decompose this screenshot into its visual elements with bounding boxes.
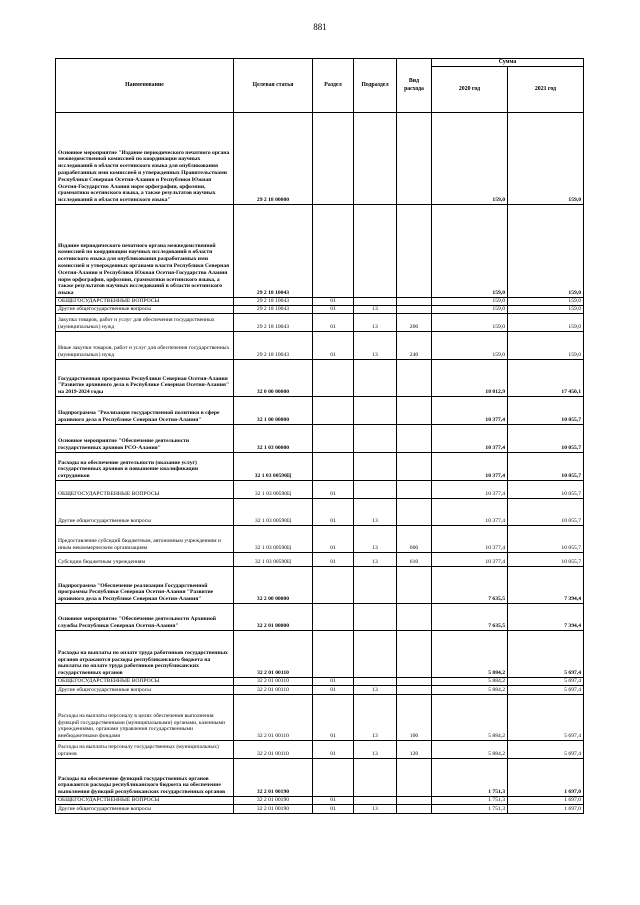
cell-target-article: 32 2 01 00110 <box>234 741 313 759</box>
cell-target-article: 32 1 00 00000 <box>234 397 313 425</box>
table-row <box>56 741 584 759</box>
cell-section: 01 <box>313 686 354 695</box>
budget-table <box>55 58 584 814</box>
cell-subsection: 13 <box>354 306 397 314</box>
cell-target-article: 32 2 01 00190 <box>234 759 313 797</box>
cell-expense-type: 120 <box>397 741 432 759</box>
table-row <box>56 306 584 314</box>
cell-section: 01 <box>313 481 354 499</box>
cell-2021: 7 394,4 <box>508 567 584 604</box>
cell-2020: 159,0 <box>432 314 508 332</box>
cell-subsection: 13 <box>354 314 397 332</box>
cell-2021: 10 055,7 <box>508 553 584 567</box>
cell-section: 01 <box>313 314 354 332</box>
cell-section <box>313 397 354 425</box>
cell-2021: 17 450,1 <box>508 360 584 397</box>
cell-name: ОБЩЕГОСУДАРСТВЕННЫЕ ВОПРОСЫ <box>56 678 234 686</box>
cell-name: Основное мероприятие "Обеспечение деятельности государственных архивов РСО-Алания" <box>56 425 234 453</box>
table-row <box>56 604 584 631</box>
table-row <box>56 695 584 741</box>
cell-2020: 10 377,4 <box>432 481 508 499</box>
header-sum: Сумма <box>432 59 584 67</box>
header-expense-type: Вид расхода <box>397 59 432 113</box>
cell-section <box>313 205 354 298</box>
cell-target-article: 29 2 18 10043 <box>234 306 313 314</box>
cell-expense-type <box>397 113 432 205</box>
cell-2021: 159,0 <box>508 205 584 298</box>
cell-subsection <box>354 205 397 298</box>
cell-subsection: 13 <box>354 526 397 553</box>
cell-2020: 159,0 <box>432 113 508 205</box>
cell-expense-type <box>397 805 432 814</box>
cell-2021: 10 055,7 <box>508 453 584 481</box>
cell-section: 01 <box>313 695 354 741</box>
table-row <box>56 314 584 332</box>
cell-section: 01 <box>313 678 354 686</box>
cell-subsection <box>354 453 397 481</box>
cell-2020: 10 377,4 <box>432 499 508 526</box>
cell-2020: 10 377,4 <box>432 553 508 567</box>
table-row <box>56 397 584 425</box>
cell-subsection: 13 <box>354 741 397 759</box>
cell-name: Другие общегосударственные вопросы <box>56 499 234 526</box>
cell-2020: 5 884,2 <box>432 631 508 678</box>
cell-2020: 5 884,2 <box>432 678 508 686</box>
cell-target-article: 32 1 03 00000 <box>234 425 313 453</box>
cell-subsection <box>354 797 397 805</box>
cell-2020: 159,0 <box>432 306 508 314</box>
cell-subsection <box>354 604 397 631</box>
cell-subsection <box>354 360 397 397</box>
cell-target-article: 29 2 18 10043 <box>234 205 313 298</box>
cell-2021: 10 055,7 <box>508 526 584 553</box>
cell-2020: 10 377,4 <box>432 425 508 453</box>
cell-name: ОБЩЕГОСУДАРСТВЕННЫЕ ВОПРОСЫ <box>56 298 234 306</box>
table-row <box>56 553 584 567</box>
cell-subsection <box>354 425 397 453</box>
table-row <box>56 526 584 553</box>
cell-target-article: 32 1 03 00590Ц <box>234 553 313 567</box>
cell-target-article: 32 2 01 00110 <box>234 631 313 678</box>
cell-target-article: 32 1 03 00590Ц <box>234 481 313 499</box>
cell-name: Другие общегосударственные вопросы <box>56 805 234 814</box>
cell-subsection: 13 <box>354 332 397 360</box>
cell-subsection: 13 <box>354 686 397 695</box>
table-row <box>56 113 584 205</box>
cell-target-article: 32 1 03 00590Ц <box>234 453 313 481</box>
cell-2021: 5 697,4 <box>508 695 584 741</box>
cell-expense-type <box>397 453 432 481</box>
cell-expense-type <box>397 298 432 306</box>
cell-target-article: 32 2 00 00000 <box>234 567 313 604</box>
cell-expense-type: 240 <box>397 332 432 360</box>
cell-name: Расходы на выплаты персоналу государственных (муниципальных) органов <box>56 741 234 759</box>
cell-2021: 5 697,4 <box>508 741 584 759</box>
cell-name: Другие общегосударственные вопросы <box>56 306 234 314</box>
cell-target-article: 32 2 01 00190 <box>234 805 313 814</box>
cell-2020: 159,0 <box>432 205 508 298</box>
cell-2021: 159,0 <box>508 113 584 205</box>
cell-2021: 159,0 <box>508 332 584 360</box>
cell-subsection <box>354 631 397 678</box>
cell-name: Расходы на выплаты по оплате труда работников государственных органов отражаются расходы республиканского бюджета на выплаты по оплате труда работников республиканских государственных органов <box>56 631 234 678</box>
table-row <box>56 797 584 805</box>
cell-expense-type: 600 <box>397 526 432 553</box>
cell-expense-type <box>397 306 432 314</box>
table-row <box>56 567 584 604</box>
header-subsection: Подраздел <box>354 59 397 113</box>
header-name: Наименование <box>56 59 234 113</box>
cell-2021: 159,0 <box>508 298 584 306</box>
cell-section: 01 <box>313 741 354 759</box>
cell-expense-type <box>397 425 432 453</box>
cell-2020: 7 635,5 <box>432 604 508 631</box>
cell-target-article: 29 2 18 10043 <box>234 332 313 360</box>
cell-2020: 159,0 <box>432 332 508 360</box>
cell-2020: 1 751,3 <box>432 797 508 805</box>
cell-2021: 10 055,7 <box>508 481 584 499</box>
cell-target-article: 32 2 01 00110 <box>234 686 313 695</box>
cell-2020: 18 012,9 <box>432 360 508 397</box>
cell-2021: 159,0 <box>508 314 584 332</box>
cell-name: Основное мероприятие "Обеспечение деятельности Архивной службы Республики Северная Осетия-Алания" <box>56 604 234 631</box>
cell-target-article: 32 2 01 00000 <box>234 604 313 631</box>
page-number: 881 <box>313 22 327 32</box>
cell-2021: 1 697,0 <box>508 759 584 797</box>
cell-subsection <box>354 113 397 205</box>
cell-target-article: 32 1 03 00590Ц <box>234 499 313 526</box>
cell-expense-type <box>397 567 432 604</box>
cell-2020: 7 635,5 <box>432 567 508 604</box>
cell-expense-type <box>397 631 432 678</box>
cell-2021: 5 697,4 <box>508 686 584 695</box>
cell-section <box>313 113 354 205</box>
header-target-article: Целевая статья <box>234 59 313 113</box>
header-2020: 2020 год <box>432 67 508 113</box>
cell-name: Расходы на выплаты персоналу в целях обеспечения выполнения функций государственными (муниципальными) органами, казенными учреждениями, органами управления государственными внебюджетными фондами <box>56 695 234 741</box>
cell-target-article: 29 2 18 00000 <box>234 113 313 205</box>
cell-target-article: 29 2 18 10043 <box>234 298 313 306</box>
cell-section <box>313 631 354 678</box>
cell-section <box>313 759 354 797</box>
cell-name: Другие общегосударственные вопросы <box>56 686 234 695</box>
cell-expense-type <box>397 360 432 397</box>
cell-section <box>313 360 354 397</box>
cell-subsection <box>354 298 397 306</box>
cell-2021: 159,0 <box>508 306 584 314</box>
cell-name: Издание периодического печатного органа межведомственной комиссией по координации научных исследований в области осетинского языка для опубликования разработанных ими комиссией и утвержденных органами власти Республики Северная Осетия-Алания и Республики Южная Осетия-Государство Алания норм орфографии, орфоэпии, грамматики осетинского языка, а также результатов научных исследований в области осетинского языка <box>56 205 234 298</box>
cell-name: Подпрограмма "Обеспечение реализации Государственной программы Республики Северная Осетия-Алания "Развитие архивного дела в Республике Северная Осетия-Алания" <box>56 567 234 604</box>
cell-section <box>313 453 354 481</box>
cell-2020: 5 884,2 <box>432 695 508 741</box>
cell-2020: 159,0 <box>432 298 508 306</box>
cell-section: 01 <box>313 332 354 360</box>
cell-expense-type: 100 <box>397 695 432 741</box>
cell-2020: 10 377,4 <box>432 453 508 481</box>
cell-expense-type <box>397 759 432 797</box>
cell-name: Субсидии бюджетным учреждениям <box>56 553 234 567</box>
table-row <box>56 805 584 814</box>
cell-expense-type: 200 <box>397 314 432 332</box>
cell-section <box>313 425 354 453</box>
header-section: Раздел <box>313 59 354 113</box>
cell-2020: 10 377,4 <box>432 526 508 553</box>
cell-expense-type <box>397 205 432 298</box>
cell-target-article: 32 2 01 00190 <box>234 797 313 805</box>
table-row <box>56 360 584 397</box>
cell-2020: 5 884,2 <box>432 686 508 695</box>
cell-expense-type <box>397 481 432 499</box>
cell-subsection: 13 <box>354 553 397 567</box>
cell-expense-type <box>397 678 432 686</box>
table-row <box>56 631 584 678</box>
table-row <box>56 332 584 360</box>
cell-subsection: 13 <box>354 695 397 741</box>
cell-section: 01 <box>313 298 354 306</box>
cell-subsection <box>354 678 397 686</box>
cell-name: Подпрограмма "Реализация государственной политики в сфере архивного дела в Республике Северная Осетия-Алания" <box>56 397 234 425</box>
cell-2021: 5 697,4 <box>508 631 584 678</box>
cell-section <box>313 604 354 631</box>
cell-name: Предоставление субсидий бюджетным, автономным учреждениям и иным некоммерческим организациям <box>56 526 234 553</box>
cell-2021: 10 055,7 <box>508 425 584 453</box>
cell-2021: 1 697,0 <box>508 797 584 805</box>
cell-section: 01 <box>313 306 354 314</box>
table-row <box>56 453 584 481</box>
cell-target-article: 32 0 00 00000 <box>234 360 313 397</box>
cell-name: Государственная программа Республики Северная Осетия-Алания "Развитие архивного дела в Республике Северная Осетия-Алания" на 2019-2024 годы <box>56 360 234 397</box>
cell-subsection <box>354 397 397 425</box>
cell-2021: 7 394,4 <box>508 604 584 631</box>
cell-target-article: 32 1 03 00590Ц <box>234 526 313 553</box>
cell-target-article: 29 2 18 10043 <box>234 314 313 332</box>
cell-2020: 1 751,3 <box>432 805 508 814</box>
cell-target-article: 32 2 01 00110 <box>234 695 313 741</box>
cell-name: Расходы на обеспечение функций государственных органов отражаются расходы республиканского бюджета на обеспечение выполнения функций республиканских государственных органов <box>56 759 234 797</box>
cell-expense-type <box>397 397 432 425</box>
cell-expense-type: 610 <box>397 553 432 567</box>
cell-subsection <box>354 567 397 604</box>
table-row <box>56 686 584 695</box>
cell-expense-type <box>397 604 432 631</box>
table-row <box>56 205 584 298</box>
cell-subsection: 13 <box>354 805 397 814</box>
cell-section: 01 <box>313 805 354 814</box>
cell-name: Закупка товаров, работ и услуг для обеспечения государственных (муниципальных) нужд <box>56 314 234 332</box>
cell-2021: 10 055,7 <box>508 397 584 425</box>
cell-subsection <box>354 759 397 797</box>
table-row <box>56 425 584 453</box>
cell-section: 01 <box>313 553 354 567</box>
header-2021: 2021 год <box>508 67 584 113</box>
cell-2021: 5 697,4 <box>508 678 584 686</box>
cell-name: Основное мероприятие "Издание периодического печатного органа межведомственной комиссией по координации научных исследований в области осетинского языка для опубликования разработанных ими комиссией и утвержденных Правительствами Республики Северная Осетия-Алания и Республики Южная Осетия-Государство Алания норм орфографии, орфоэпии, грамматики осетинского языка, а также результатов научных исследований в области осетинского языка" <box>56 113 234 205</box>
cell-subsection <box>354 481 397 499</box>
cell-subsection: 13 <box>354 499 397 526</box>
table-row <box>56 499 584 526</box>
cell-2020: 1 751,3 <box>432 759 508 797</box>
cell-2021: 1 697,0 <box>508 805 584 814</box>
cell-section: 01 <box>313 797 354 805</box>
cell-name: Расходы на обеспечение деятельности (оказание услуг) государственных архивов и повышение квалификации сотрудников <box>56 453 234 481</box>
cell-target-article: 32 2 01 00110 <box>234 678 313 686</box>
table-row <box>56 481 584 499</box>
cell-section <box>313 567 354 604</box>
cell-2020: 5 884,2 <box>432 741 508 759</box>
table-row <box>56 759 584 797</box>
cell-section: 01 <box>313 526 354 553</box>
table-row <box>56 678 584 686</box>
cell-expense-type <box>397 686 432 695</box>
cell-2021: 10 055,7 <box>508 499 584 526</box>
cell-section: 01 <box>313 499 354 526</box>
cell-name: ОБЩЕГОСУДАРСТВЕННЫЕ ВОПРОСЫ <box>56 797 234 805</box>
cell-name: ОБЩЕГОСУДАРСТВЕННЫЕ ВОПРОСЫ <box>56 481 234 499</box>
cell-name: Иные закупки товаров, работ и услуг для обеспечения государственных (муниципальных) нужд <box>56 332 234 360</box>
cell-2020: 10 377,4 <box>432 397 508 425</box>
cell-expense-type <box>397 797 432 805</box>
cell-expense-type <box>397 499 432 526</box>
table-row <box>56 298 584 306</box>
